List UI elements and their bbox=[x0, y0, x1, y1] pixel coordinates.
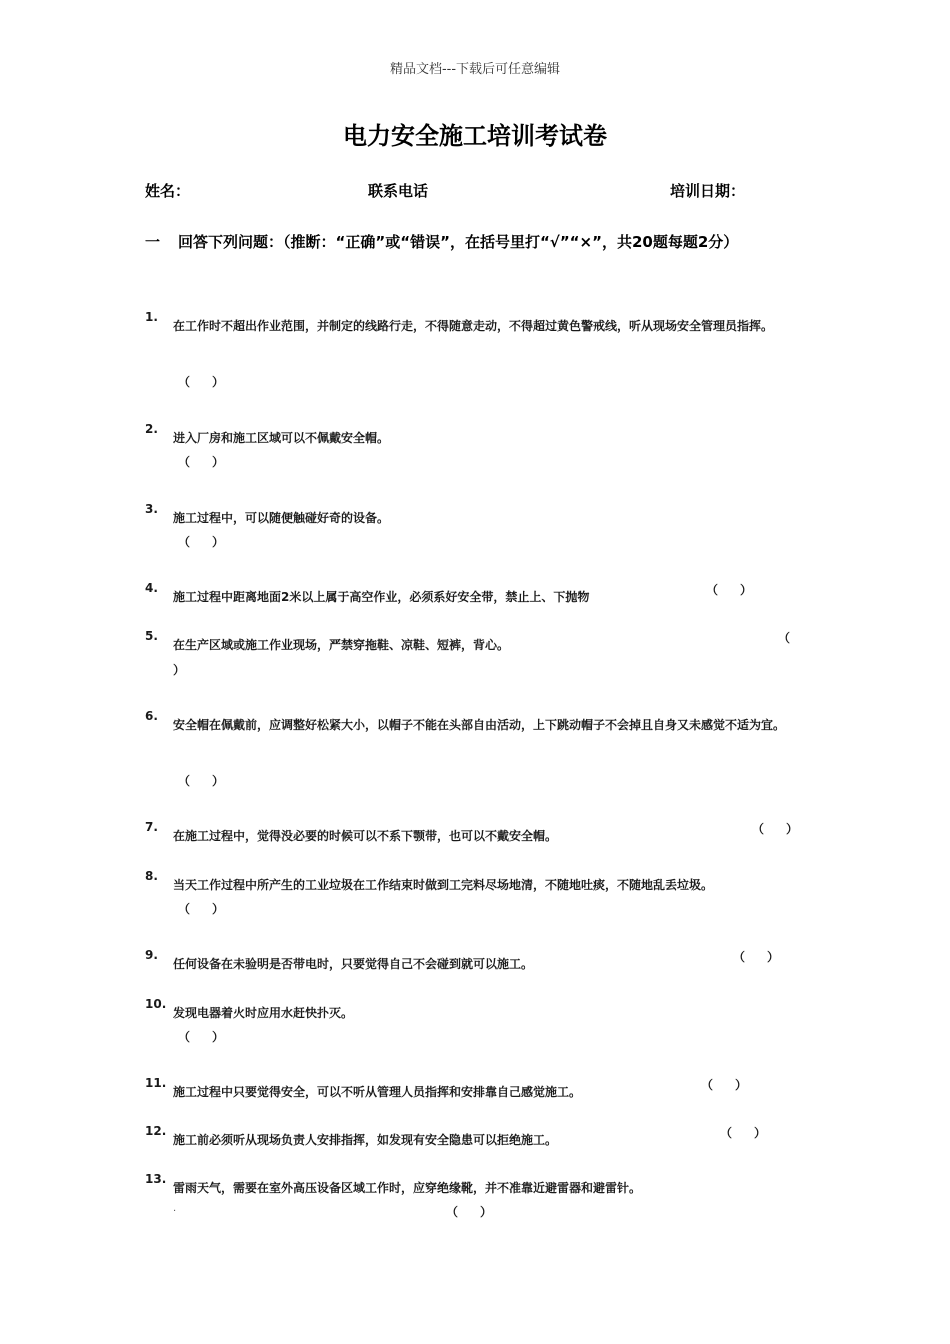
answer-parens[interactable]: （ ） bbox=[706, 583, 753, 597]
question-number: 8. bbox=[145, 869, 158, 883]
question-text: 当天工作过程中所产生的工业垃圾在工作结束时做到工完料尽场地清，不随地吐痰，不随地乱丢垃圾。 bbox=[173, 878, 714, 892]
question-number: 3. bbox=[145, 502, 158, 516]
question-text: 施工过程中距离地面2米以上属于高空作业，必须系好安全带，禁止上、下抛物 bbox=[173, 590, 590, 604]
question-number: 1. bbox=[145, 310, 158, 324]
answer-parens[interactable]: （ ） bbox=[733, 950, 780, 964]
answer-parens[interactable]: （ ） bbox=[178, 375, 225, 389]
answer-parens[interactable]: （ ） bbox=[178, 902, 225, 916]
question-text: 施工过程中只要觉得安全，可以不听从管理人员指挥和安排靠自己感觉施工。 bbox=[173, 1085, 582, 1099]
question-text: 施工前必须听从现场负责人安排指挥，如发现有安全隐患可以拒绝施工。 bbox=[173, 1133, 558, 1147]
name-field-label: 姓名： bbox=[145, 182, 191, 200]
question-number: 5. bbox=[145, 629, 158, 643]
question-number: 7. bbox=[145, 820, 158, 834]
question-number: 13. bbox=[145, 1172, 167, 1186]
phone-field-label: 联系电话 bbox=[368, 182, 429, 200]
question-text: 雷雨天气，需要在室外高压设备区域工作时，应穿绝缘靴，并不准靠近避雷器和避雷针。 bbox=[173, 1181, 642, 1195]
answer-paren-close[interactable]: ） bbox=[173, 663, 186, 677]
question-text: 安全帽在佩戴前，应调整好松紧大小，以帽子不能在头部自由活动，上下跳动帽子不会掉且自身又未感觉不适为宜。 bbox=[173, 718, 786, 732]
answer-parens[interactable]: （ ） bbox=[701, 1078, 748, 1092]
section-number: 一 bbox=[145, 233, 161, 251]
answer-parens[interactable]: （ ） bbox=[752, 822, 799, 836]
question-text: 任何设备在未验明是否带电时，只要觉得自己不会碰到就可以施工。 bbox=[173, 957, 534, 971]
section-heading bbox=[145, 226, 810, 258]
answer-parens[interactable]: （ ） bbox=[446, 1205, 493, 1219]
question-number: 12. bbox=[145, 1124, 167, 1138]
question-number: 11. bbox=[145, 1076, 167, 1090]
answer-parens[interactable]: （ ） bbox=[178, 455, 225, 469]
question-text: 在施工过程中，觉得没必要的时候可以不系下颚带，也可以不戴安全帽。 bbox=[173, 829, 558, 843]
answer-paren-open[interactable]: （ bbox=[778, 631, 791, 645]
question-number: 2. bbox=[145, 422, 158, 436]
question-number: 10. bbox=[145, 997, 167, 1011]
question-number: 4. bbox=[145, 581, 158, 595]
answer-parens[interactable]: （ ） bbox=[720, 1126, 767, 1140]
page-title: 电力安全施工培训考试卷 bbox=[343, 122, 607, 150]
question-text: 施工过程中，可以随便触碰好奇的设备。 bbox=[173, 511, 390, 525]
question-text: 在工作时不超出作业范围，并制定的线路行走，不得随意走动，不得超过黄色警戒线，听从现场安全管理员指挥。 bbox=[173, 319, 774, 333]
stray-dot: · bbox=[173, 1206, 177, 1217]
question-number: 9. bbox=[145, 948, 158, 962]
section-instruction: 回答下列问题：（推断：“正确”或“错误”，在括号里打“√”“×”，共20题每题2分） bbox=[178, 233, 739, 251]
question-number: 6. bbox=[145, 709, 158, 723]
answer-parens[interactable]: （ ） bbox=[178, 1030, 225, 1044]
question-text: 在生产区域或施工作业现场，严禁穿拖鞋、凉鞋、短裤，背心。 bbox=[173, 638, 510, 652]
date-field-label: 培训日期： bbox=[670, 182, 746, 200]
header-watermark: 精品文档---下载后可任意编辑 bbox=[389, 62, 561, 77]
answer-parens[interactable]: （ ） bbox=[178, 535, 225, 549]
question-text: 发现电器着火时应用水赶快扑灭。 bbox=[173, 1006, 354, 1020]
question-text: 进入厂房和施工区域可以不佩戴安全帽。 bbox=[173, 431, 390, 445]
answer-parens[interactable]: （ ） bbox=[178, 774, 225, 788]
